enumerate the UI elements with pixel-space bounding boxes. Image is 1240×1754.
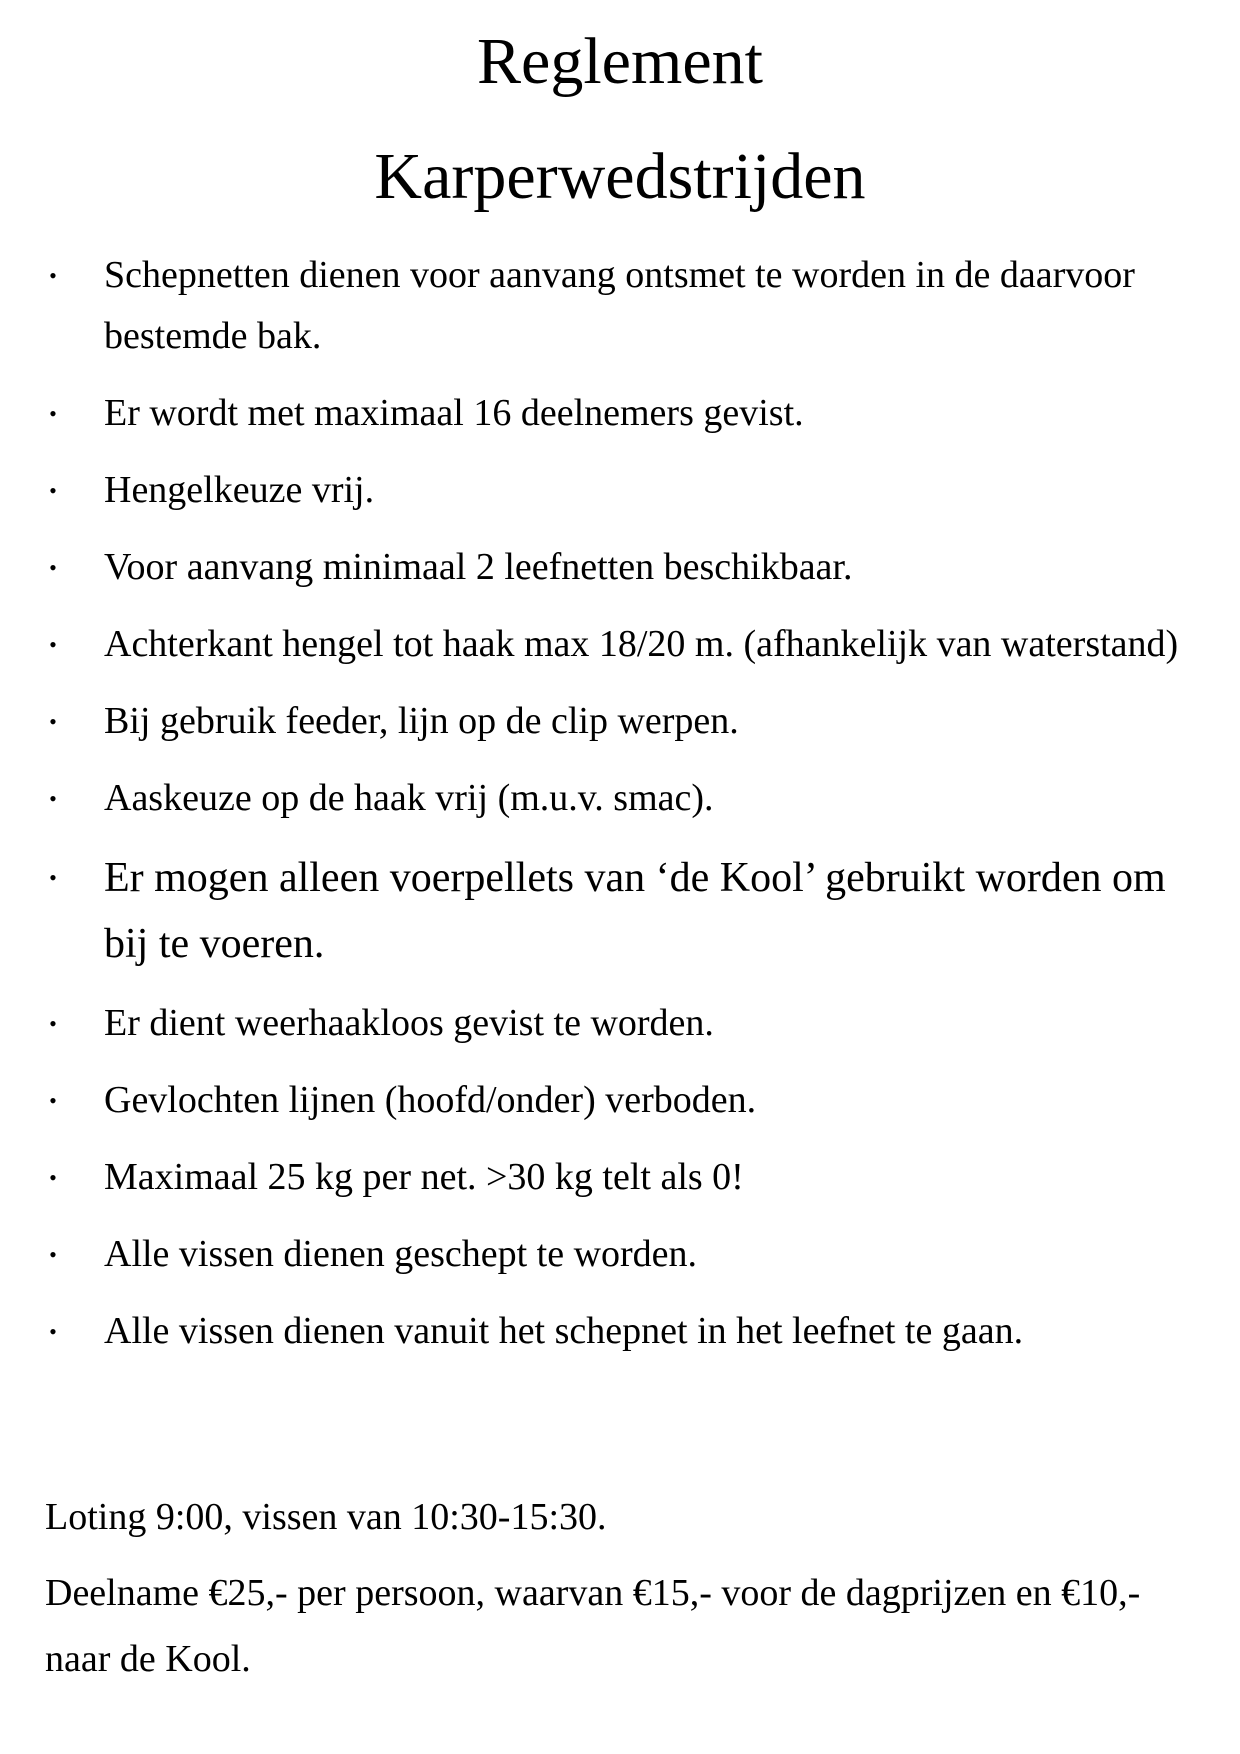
- rule-item: [0, 614, 1240, 675]
- rule-text: Gevlochten lijnen (hoofd/onder) verboden.: [104, 1079, 757, 1121]
- rule-item: [0, 1070, 1240, 1131]
- bullet-dot-icon: •: [49, 1242, 57, 1267]
- rule-item: [0, 1224, 1240, 1285]
- rule-text: Alle vissen dienen vanuit het schepnet in het leefnet te gaan.: [104, 1310, 1024, 1352]
- rule-text: Achterkant hengel tot haak max 18/20 m. (afhankelijk van waterstand): [104, 623, 1179, 665]
- rule-text: Er mogen alleen voerpellets van ‘de Kool’ gebruikt worden om bij te voeren.: [104, 855, 1166, 967]
- bullet-dot-icon: •: [49, 478, 57, 503]
- rule-item: [0, 245, 1240, 367]
- bullet-dot-icon: •: [49, 786, 57, 811]
- rule-text: Er wordt met maximaal 16 deelnemers gevist.: [104, 392, 804, 434]
- rules-list: [0, 245, 1240, 1378]
- rule-text: Hengelkeuze vrij.: [104, 469, 375, 511]
- bullet-dot-icon: •: [49, 1088, 57, 1113]
- rule-text: Er dient weerhaakloos gevist te worden.: [104, 1002, 714, 1044]
- bullet-dot-icon: •: [49, 263, 57, 288]
- bullet-dot-icon: •: [49, 1165, 57, 1190]
- rule-text: Maximaal 25 kg per net. >30 kg telt als 0!: [104, 1156, 744, 1198]
- page-title-line-1: Reglement: [477, 25, 763, 98]
- rule-text: Schepnetten dienen voor aanvang ontsmet te worden in de daarvoor bestemde bak.: [104, 254, 1135, 357]
- page-title-line-2: Karperwedstrijden: [374, 140, 866, 213]
- rule-item: [0, 383, 1240, 444]
- rule-item: [0, 768, 1240, 829]
- rule-item: [0, 1301, 1240, 1362]
- rule-text: Voor aanvang minimaal 2 leefnetten beschikbaar.: [104, 546, 853, 588]
- rule-item: [0, 993, 1240, 1054]
- bullet-dot-icon: •: [49, 1319, 57, 1344]
- bullet-dot-icon: •: [49, 632, 57, 657]
- rule-text: Alle vissen dienen geschept te worden.: [104, 1233, 698, 1275]
- rule-item: [0, 691, 1240, 752]
- rule-item: [0, 460, 1240, 521]
- rule-text: Aaskeuze op de haak vrij (m.u.v. smac).: [104, 777, 714, 819]
- bullet-dot-icon: •: [49, 401, 57, 426]
- rule-item: [0, 537, 1240, 598]
- rule-text: Bij gebruik feeder, lijn op de clip werpen.: [104, 700, 739, 742]
- schedule-note: Loting 9:00, vissen van 10:30-15:30.: [45, 1496, 607, 1538]
- bullet-dot-icon: •: [49, 865, 57, 890]
- bullet-dot-icon: •: [49, 1011, 57, 1036]
- rule-item: [0, 845, 1240, 977]
- rule-item: [0, 1147, 1240, 1208]
- bullet-dot-icon: •: [49, 709, 57, 734]
- bullet-dot-icon: •: [49, 555, 57, 580]
- fee-note: Deelname €25,- per persoon, waarvan €15,- voor de dagprijzen en €10,- naar de Kool.: [45, 1572, 1141, 1680]
